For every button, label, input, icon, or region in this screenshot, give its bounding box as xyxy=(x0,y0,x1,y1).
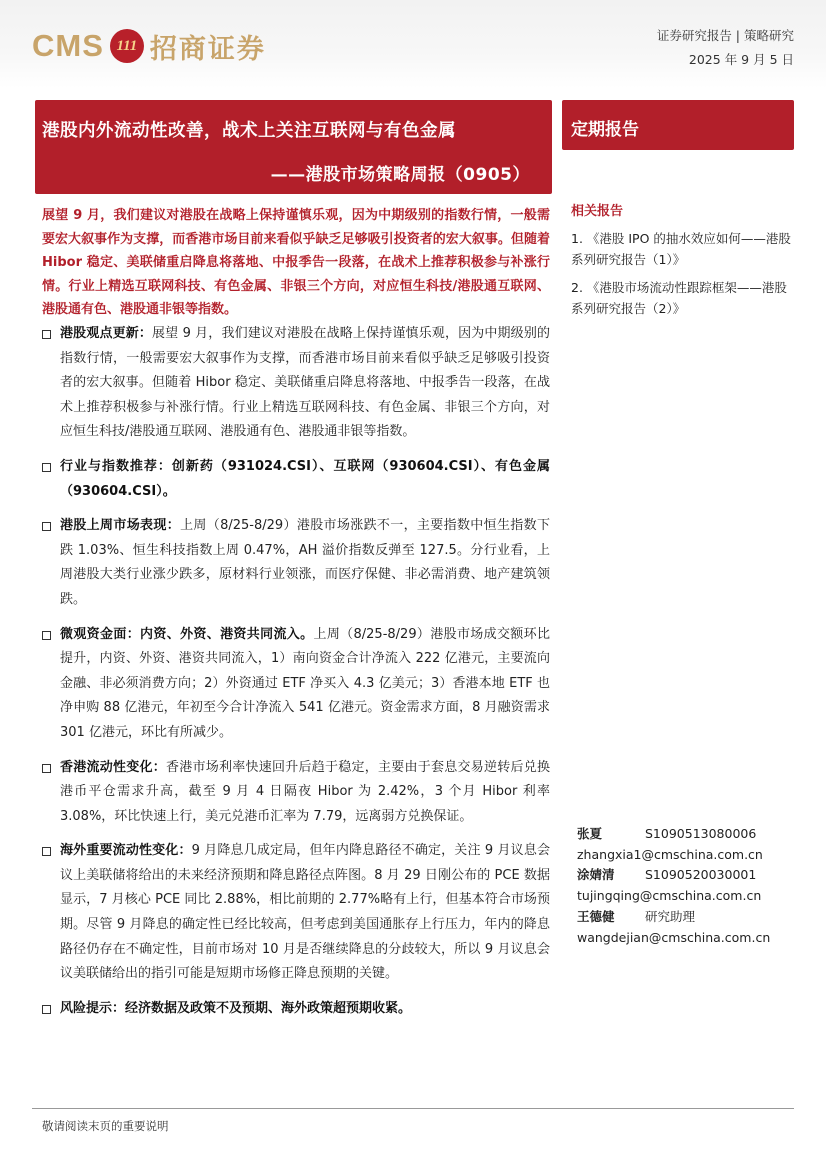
square-bullet-icon xyxy=(42,1005,51,1014)
section-heading: 行业与指数推荐：创新药（931024.CSI）、互联网（930604.CSI）、有色金属（930604.CSI）。 xyxy=(60,458,550,499)
footer-divider xyxy=(32,1108,794,1109)
company-logo xyxy=(32,26,266,66)
section-overseas-liquidity xyxy=(42,839,550,987)
section-body: 上周（8/25-8/29）港股市场涨跌不一，主要指数中恒生指数下跌 1.03%、恒生科技指数上周 0.47%，AH 溢价指数反弹至 127.5。分行业看，上周港股大类行业涨少跌多，原材料行业领涨，而医疗保健、非必需消费、地产建筑领跌。 xyxy=(60,518,550,607)
square-bullet-icon xyxy=(42,631,51,640)
section-body: 展望 9 月，我们建议对港股在战略上保持谨慎乐观，因为中期级别的指数行情，一般需要宏大叙事作为支撑，而香港市场目前来看似乎缺乏足够吸引投资者的宏大叙事。但随着 Hibor 稳定、美联储重启降息将落地、中报季告一段落，在战术上推荐积极参与补涨行情。行业上精选互联网科技、有色金属、非银三个方向，对应恒生科技/港股通互联网、港股通有色、港股通非银等指数。 xyxy=(60,326,550,440)
section-heading: 风险提示：经济数据及政策不及预期、海外政策超预期收紧。 xyxy=(60,1000,412,1016)
square-bullet-icon xyxy=(42,463,51,472)
main-content xyxy=(42,322,550,1031)
footer-disclaimer: 敬请阅读末页的重要说明 xyxy=(42,1119,169,1133)
analyst-email[interactable]: wangdejian@cmschina.com.cn xyxy=(577,929,771,945)
logo-cms-text: CMS xyxy=(32,28,104,63)
analyst-row xyxy=(577,845,797,866)
analyst-row xyxy=(577,824,797,845)
section-body: 9 月降息几成定局，但年内降息路径不确定，关注 9 月议息会议上美联储将给出的未来经济预期和降息路径点阵图。8 月 29 日刚公布的 PCE 数据显示，7 月核心 PCE 同比 2.88%，相比前期的 2.77%略有上行，但基本符合市场预期。尽管 9 月降息的确定性已经比较高，但考虑到美国通胀存上行压力，年内的降息路径仍存在不确定性，目前市场对 10 月是否继续降息的分歧较大，所以 9 月议息会议美联储给出的指引可能是短期市场修正降息预期的关键。 xyxy=(60,843,550,982)
section-hk-view xyxy=(42,322,550,445)
related-report-item[interactable]: 2. 《港股市场流动性跟踪框架——港股系列研究报告（2）》 xyxy=(571,280,787,316)
analyst-name: 王德健 xyxy=(577,908,615,924)
section-body: 香港市场利率快速回升后趋于稳定，主要由于套息交易逆转后兑换港币平仓需求升高，截至 9 月 4 日隔夜 Hibor 为 2.42%，3 个月 Hibor 利率 3.08%，环比快速上行，美元兑港币汇率为 7.79，远离弱方兑换保证。 xyxy=(60,759,550,824)
section-capital-flow xyxy=(42,623,550,746)
analyst-row xyxy=(577,928,797,949)
analyst-row xyxy=(577,907,797,928)
analyst-block xyxy=(577,824,797,948)
analyst-row xyxy=(577,886,797,907)
section-heading: 香港流动性变化： xyxy=(60,759,166,775)
analyst-name: 张夏 xyxy=(577,826,603,841)
report-category: 证券研究报告 | 策略研究 xyxy=(656,28,794,43)
section-risk xyxy=(42,997,550,1022)
section-body: 上周（8/25-8/29）港股市场成交额环比提升，内资、外资、港资共同流入，1）南向资金合计净流入 222 亿港元，主要流向金融、非必须消费方向；2）外资通过 ETF 净买入 4.3 亿美元；3）香港本地 ETF 也净申购 88 亿港元，年初至今合计净流入 541 亿港元。资金需求方面，8 月融资需求 301 亿港元，环比有所减少。 xyxy=(60,626,550,740)
related-report-item[interactable]: 1. 《港股 IPO 的抽水效应如何——港股系列研究报告（1）》 xyxy=(571,231,791,267)
section-market-performance xyxy=(42,514,550,612)
square-bullet-icon xyxy=(42,847,51,856)
analyst-role: 研究助理 xyxy=(645,908,696,924)
analyst-email[interactable]: tujingqing@cmschina.com.cn xyxy=(577,888,762,904)
analyst-email[interactable]: zhangxia1@cmschina.com.cn xyxy=(577,846,763,862)
section-heading: 海外重要流动性变化： xyxy=(60,843,192,859)
report-type-label: 定期报告 xyxy=(571,120,639,140)
report-subtitle: ——港股市场策略周报（0905） xyxy=(270,165,530,185)
square-bullet-icon xyxy=(42,764,51,773)
section-recommendation xyxy=(42,455,550,504)
header-meta xyxy=(657,24,794,72)
square-bullet-icon xyxy=(42,330,51,339)
report-date: 2025 年 9 月 5 日 xyxy=(688,52,794,67)
analyst-cert: S1090520030001 xyxy=(645,867,757,883)
key-summary: 展望 9 月，我们建议对港股在战略上保持谨慎乐观，因为中期级别的指数行情，一般需要宏大叙事作为支撑，而香港市场目前来看似乎缺乏足够吸引投资者的宏大叙事。但随着 Hibor 稳定、美联储重启降息将落地、中报季告一段落，在战术上推荐积极参与补涨行情。行业上精选互联网科技、有色金属、非银三个方向，对应恒生科技/港股通互联网、港股通有色、港股通非银等指数。 xyxy=(42,208,550,318)
related-reports-title: 相关报告 xyxy=(571,204,624,219)
square-bullet-icon xyxy=(42,522,51,531)
analyst-cert: S1090513080006 xyxy=(645,826,757,841)
section-heading: 港股上周市场表现： xyxy=(60,518,181,534)
section-heading: 微观资金面：内资、外资、港资共同流入。 xyxy=(60,626,314,642)
logo-badge-icon: 111 xyxy=(110,29,144,63)
report-title: 港股内外流动性改善，战术上关注互联网与有色金属 xyxy=(42,121,456,141)
section-heading: 港股观点更新： xyxy=(60,326,153,341)
analyst-row xyxy=(577,865,797,886)
related-reports-list xyxy=(571,229,797,327)
logo-chinese-name: 招商证券 xyxy=(149,33,266,65)
section-hk-liquidity xyxy=(42,756,550,830)
analyst-name: 涂婧清 xyxy=(577,867,615,883)
